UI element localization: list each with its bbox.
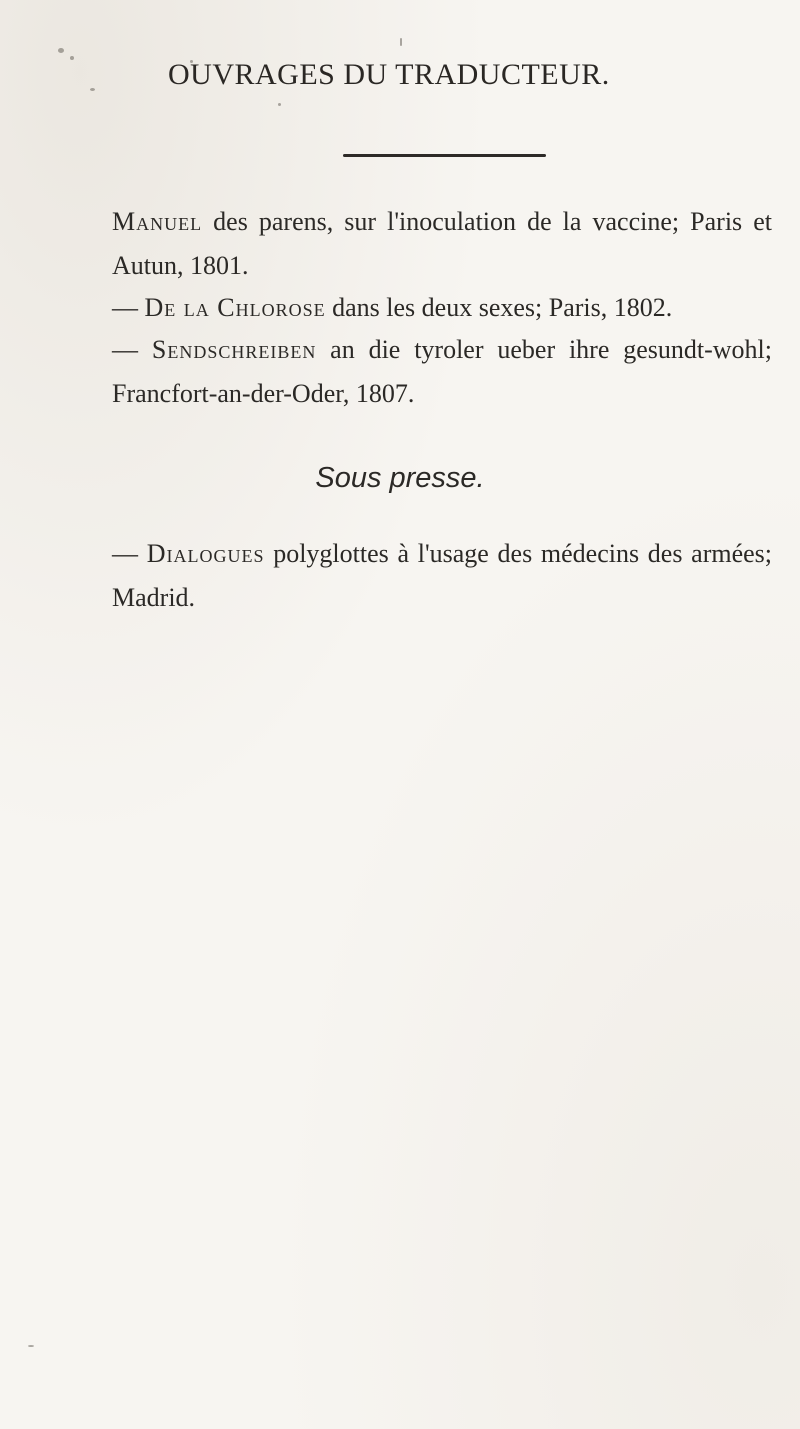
ink-speck xyxy=(70,56,74,60)
sous-presse-heading: Sous presse. xyxy=(315,462,485,494)
ink-speck xyxy=(28,1345,34,1347)
entry-title: De la Chlorose xyxy=(144,293,326,322)
work-entry-dialogues xyxy=(112,532,772,620)
work-entry-chlorose xyxy=(112,286,772,330)
ink-speck xyxy=(58,48,64,53)
entry-text: dans les deux sexes; Paris, 1802. xyxy=(325,293,673,322)
work-entry-sendschreiben xyxy=(112,328,772,416)
ink-speck xyxy=(90,88,95,91)
entry-dash: — xyxy=(112,539,147,568)
entry-title: Manuel xyxy=(112,207,203,236)
ink-speck xyxy=(278,103,281,106)
title-rule xyxy=(343,154,546,157)
entry-dash: — xyxy=(112,335,152,364)
entry-text: des parens, sur l'inoculation de la vaccine; Paris et Autun, 1801. xyxy=(112,207,772,280)
ink-speck xyxy=(400,38,402,46)
entry-title: Dialogues xyxy=(146,539,265,568)
entry-dash: — xyxy=(112,293,145,322)
entry-text: an die tyroler ueber ihre gesundt-wohl; Francfort-an-der-Oder, 1807. xyxy=(112,335,773,408)
page-title: OUVRAGES DU TRADUCTEUR. xyxy=(168,58,610,91)
entry-text: polyglottes à l'usage des médecins des armées; Madrid. xyxy=(112,539,773,612)
work-entry-manuel xyxy=(112,200,772,288)
entry-title: Sendschreiben xyxy=(151,335,317,364)
